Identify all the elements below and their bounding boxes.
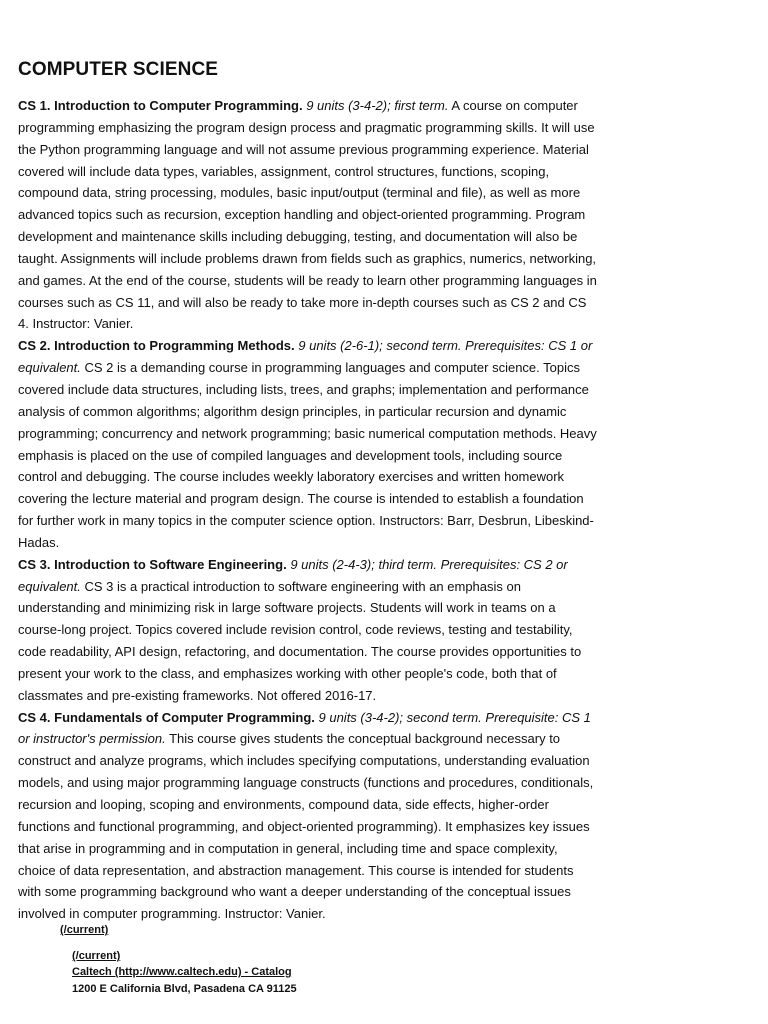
course-title: CS 2. Introduction to Programming Methods. [18,338,295,354]
current-link[interactable]: (/current) [60,924,109,936]
course-title: CS 4. Fundamentals of Computer Programming. [18,709,315,725]
course-description: CS 3 is a practical introduction to software engineering with an emphasis on understanding and minimizing risk in large software projects. Students will work in teams on a course-long project. Topics covered include revision control, code reviews, testing and testability, code readability, API design, refactoring, and documentation. The course provides opportunities to present your work to the class, and emphasizes working with other people's code, both that of classmates and pre-existing frameworks. Not offered 2016-17. [18,578,582,703]
course-description: This course gives students the conceptual background necessary to construct and analyze programs, which includes specifying computations, understanding evaluation models, and using major programming language constructs (functions and procedures, conditionals, recursion and looping, scoping and environments, compound data, side effects, higher-order functions and functional programming, and object-oriented programming). It emphasizes key issues that arise in programming and in computation in general, including time and space complexity, choice of data representation, and abstraction management. This course is intended for students with some programming background who want a deeper understanding of the conceptual issues involved in computer programming. Instructor: Vanier. [18,731,594,922]
current-link-secondary[interactable]: (/current) [72,950,121,962]
course-description: CS 2 is a demanding course in programming languages and computer science. Topics covered include data structures, including lists, trees, and graphs; implementation and performance analysis of common algorithms; algorithm design principles, in particular recursion and dynamic programming; concurrency and network programming; basic numerical computation methods. Heavy emphasis is placed on the use of compiled languages and development tools, including source control and debugging. The course includes weekly laboratory exercises and written homework covering the lecture material and program design. The course is intended to establish a foundation for further work in many topics in the computer science option. Instructors: Barr, Desbrun, Libeskind-Hadas. [18,360,597,550]
course-meta: 9 units (3-4-2); second term. Prerequisite: CS 1 or instructor's permission. [18,709,591,747]
caltech-catalog-link[interactable]: Caltech (http://www.caltech.edu) - Catalog [72,966,292,978]
course-cs1 [18,95,598,335]
course-meta: 9 units (3-4-2); first term. [306,98,449,113]
address-text: 1200 E California Blvd, Pasadena CA 91125 [72,983,297,995]
course-title: CS 3. Introduction to Software Engineering. [18,556,287,572]
course-cs2 [18,335,598,553]
course-list [18,95,598,925]
course-cs4 [18,707,598,925]
course-meta: 9 units (2-4-3); third term. Prerequisites: CS 2 or equivalent. [18,556,568,594]
course-title: CS 1. Introduction to Computer Programming. [18,98,303,113]
course-cs3 [18,554,598,707]
course-description: A course on computer programming emphasizing the program design process and pragmatic programming skills. It will use the Python programming language and will not assume previous programming experience. Material covered will include data types, variables, assignment, control structures, functions, scoping, compound data, string processing, modules, basic input/output (terminal and file), as well as more advanced topics such as recursion, exception handling and object-oriented programming. Program development and maintenance skills including debugging, testing, and documentation will also be taught. Assignments will include problems drawn from fields such as graphics, numerics, networking, and games. At the end of the course, students will be ready to learn other programming languages in courses such as CS 11, and will also be ready to take more in-depth courses such as CS 2 and CS 4. Instructor: Vanier. [18,98,597,332]
page-title: COMPUTER SCIENCE [18,59,219,80]
course-meta: 9 units (2-6-1); second term. Prerequisites: CS 1 or equivalent. [18,338,593,376]
